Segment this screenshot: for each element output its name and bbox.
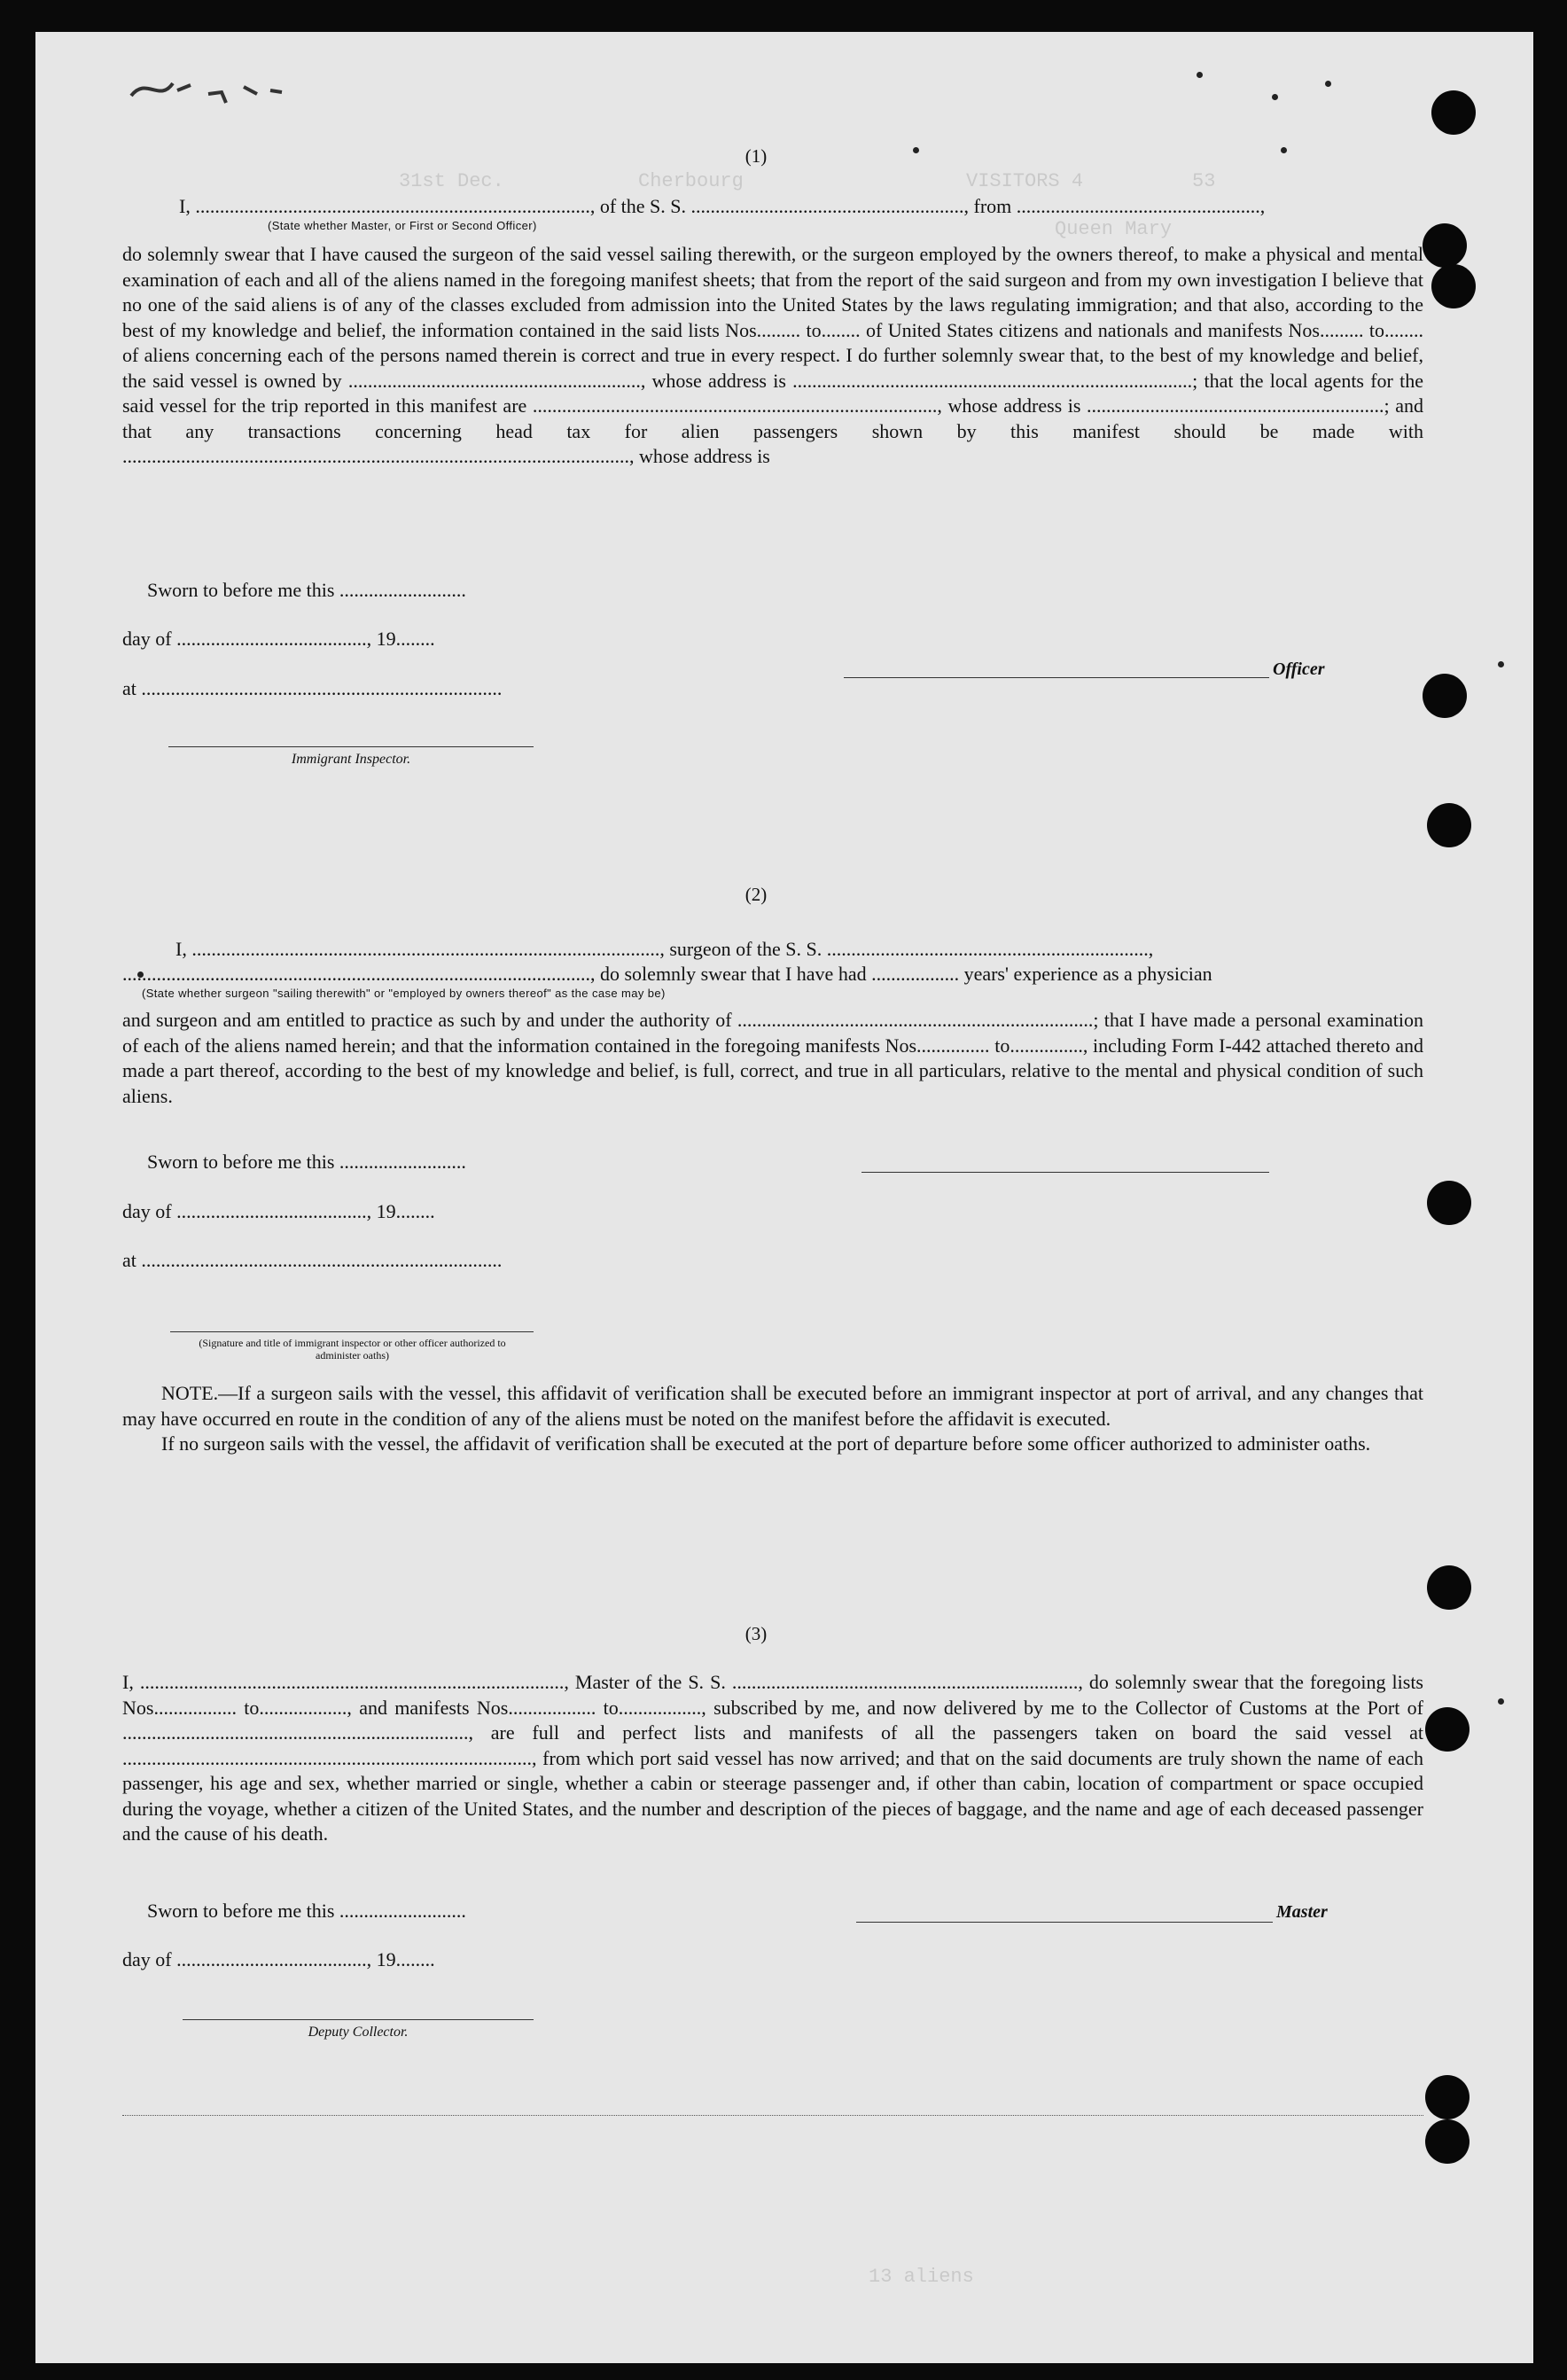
show-through-text: Cherbourg bbox=[638, 170, 744, 192]
punch-hole bbox=[1427, 1181, 1471, 1225]
note-paragraph-2: If no surgeon sails with the vessel, the affidavit of verification shall be executed at the port of departure before some officer authorized to administer oaths. bbox=[161, 1432, 1371, 1455]
section-2-number: (2) bbox=[745, 884, 768, 905]
show-through-text: 13 aliens bbox=[869, 2266, 974, 2288]
collector-caption: Deputy Collector. bbox=[308, 2025, 409, 2040]
show-through-text: VISITORS 4 bbox=[966, 170, 1084, 192]
show-through-text: 53 bbox=[1192, 170, 1216, 192]
scribble-mark bbox=[124, 67, 292, 121]
speck bbox=[1272, 94, 1278, 100]
bottom-rule bbox=[122, 2115, 1423, 2116]
punch-hole bbox=[1425, 1707, 1470, 1752]
administering-officer-signature-line bbox=[170, 1331, 534, 1332]
section-1-at-line: at .......................................................................... bbox=[122, 677, 503, 699]
surgeon-signature-line bbox=[861, 1172, 1269, 1173]
section-3-number: (3) bbox=[745, 1623, 768, 1644]
section-2-body bbox=[122, 1008, 1423, 1109]
officer-signature-line bbox=[844, 677, 1269, 678]
section-1-caption: (State whether Master, or First or Second Officer) bbox=[268, 219, 537, 232]
punch-hole bbox=[1431, 264, 1476, 308]
master-label: Master bbox=[1276, 1902, 1328, 1922]
section-1-paragraph: do solemnly swear that I have caused the surgeon of the said vessel sailing therewith, or the surgeon employed by the owners thereof, to make a physical and mental examination of each and all of the aliens named in the foregoing manifest sheets; that from the report of the said surgeon and from my own investigation I believe that no one of the said aliens is of any of the classes excluded from admission into the United States by the laws regulating immigration; and that also, according to the best of my knowledge and belief, the information contained in the said lists Nos......... to........ of United States citizens and nationals and manifests Nos......... to........ of aliens concerning each of the persons named therein is correct and true in every respect. I do further solemnly swear that, to the best of my knowledge and belief, the said vessel is owned by ............................................................, whose address is ..................................................................................; that the local agents for the said vessel for the trip reported in this manifest are ..................................................................................., whose address is .............................................................; and that any transactions concerning head tax for alien passengers shown by this manifest should be made with ........................................................................................................, whose address is bbox=[122, 243, 1423, 467]
note-section bbox=[122, 1381, 1423, 1457]
section-3-paragraph: I, ......................................................................................., Master of the S. S. ......................................................................., do solemnly swear that the foregoing lists Nos................. to.................., and manifests Nos.................. to................., subscribed by me, and now delivered by me to the Collector of Customs at the Port of ......................................................................., are full and perfect lists and manifests of all the passengers taken on board the said vessel at ...................................................................................., from which port said vessel has now arrived; and that on the said documents are truly shown the name of each passenger, his age and sex, whether married or single, whether a cabin or steerage passenger and, if other than cabin, location of compartment or space occupied during the voyage, whether a citizen of the United States, and the number and description of the pieces of baggage, and the name and age of each deceased passenger and the cause of his death. bbox=[122, 1671, 1423, 1845]
note-paragraph: NOTE.—If a surgeon sails with the vessel, this affidavit of verification shall be executed before an immigrant inspector at port of arrival, and any changes that may have occurred en route in the condition of any of the aliens must be noted on the manifest before the affidavit is executed. bbox=[122, 1382, 1423, 1430]
show-through-text: Queen Mary bbox=[1055, 218, 1173, 240]
speck bbox=[1281, 147, 1287, 153]
document-page bbox=[35, 32, 1533, 2363]
section-1-number: (1) bbox=[745, 145, 768, 167]
administering-officer-caption: (Signature and title of immigrant inspector or other officer authorized to administer oaths) bbox=[199, 1337, 506, 1362]
section-1-body bbox=[122, 242, 1423, 470]
section-1-day-line: day of ......................................., 19........ bbox=[122, 628, 435, 650]
speck bbox=[1498, 1698, 1504, 1705]
punch-hole bbox=[1425, 2119, 1470, 2164]
show-through-text: 31st Dec. bbox=[399, 170, 504, 192]
section-2-sworn-line: Sworn to before me this .......................... bbox=[147, 1151, 466, 1173]
section-2-paragraph: and surgeon and am entitled to practice as such by and under the authority of .........................................................................; that I have made a personal examination of each of the aliens named herein; and that the information contained in the foregoing manifests Nos............... to..............., including Form I-442 attached thereto and made a part thereof, according to the best of my knowledge and belief, is full, correct, and true in all particulars, relative to the mental and physical condition of such aliens. bbox=[122, 1009, 1423, 1107]
section-3-sworn-line: Sworn to before me this .......................... bbox=[147, 1900, 466, 1922]
punch-hole bbox=[1427, 1565, 1471, 1610]
punch-hole bbox=[1423, 674, 1467, 718]
section-2-experience-line: ................................................................................................, do solemnly swear that I have had .................. years' experience as a physician bbox=[122, 963, 1212, 985]
speck bbox=[1498, 661, 1504, 667]
section-2-day-line: day of ......................................., 19........ bbox=[122, 1200, 435, 1222]
officer-label: Officer bbox=[1273, 659, 1325, 679]
section-3-body bbox=[122, 1670, 1423, 1847]
section-2-at-line: at .......................................................................... bbox=[122, 1249, 503, 1271]
speck bbox=[1325, 81, 1331, 87]
punch-hole bbox=[1427, 803, 1471, 847]
punch-hole bbox=[1425, 2075, 1470, 2119]
master-signature-line bbox=[856, 1922, 1273, 1923]
section-1-oath-line: I, ................................................................................., of the S. S. ........................................................, from .................................................., bbox=[179, 195, 1266, 217]
section-3-day-line: day of ......................................., 19........ bbox=[122, 1948, 435, 1970]
section-2-caption: (State whether surgeon "sailing therewith" or "employed by owners thereof" as the case may be) bbox=[142, 987, 666, 1000]
section-1-sworn-line: Sworn to before me this .......................... bbox=[147, 579, 466, 601]
speck bbox=[1197, 72, 1203, 78]
punch-hole bbox=[1423, 223, 1467, 268]
speck bbox=[913, 147, 919, 153]
inspector-signature-line bbox=[168, 746, 534, 747]
inspector-caption: Immigrant Inspector. bbox=[291, 752, 411, 767]
punch-hole bbox=[1431, 90, 1476, 135]
collector-signature-line bbox=[183, 2019, 534, 2020]
section-2-oath-line: I, ................................................................................................, surgeon of the S. S. .................................................................., bbox=[175, 938, 1154, 960]
